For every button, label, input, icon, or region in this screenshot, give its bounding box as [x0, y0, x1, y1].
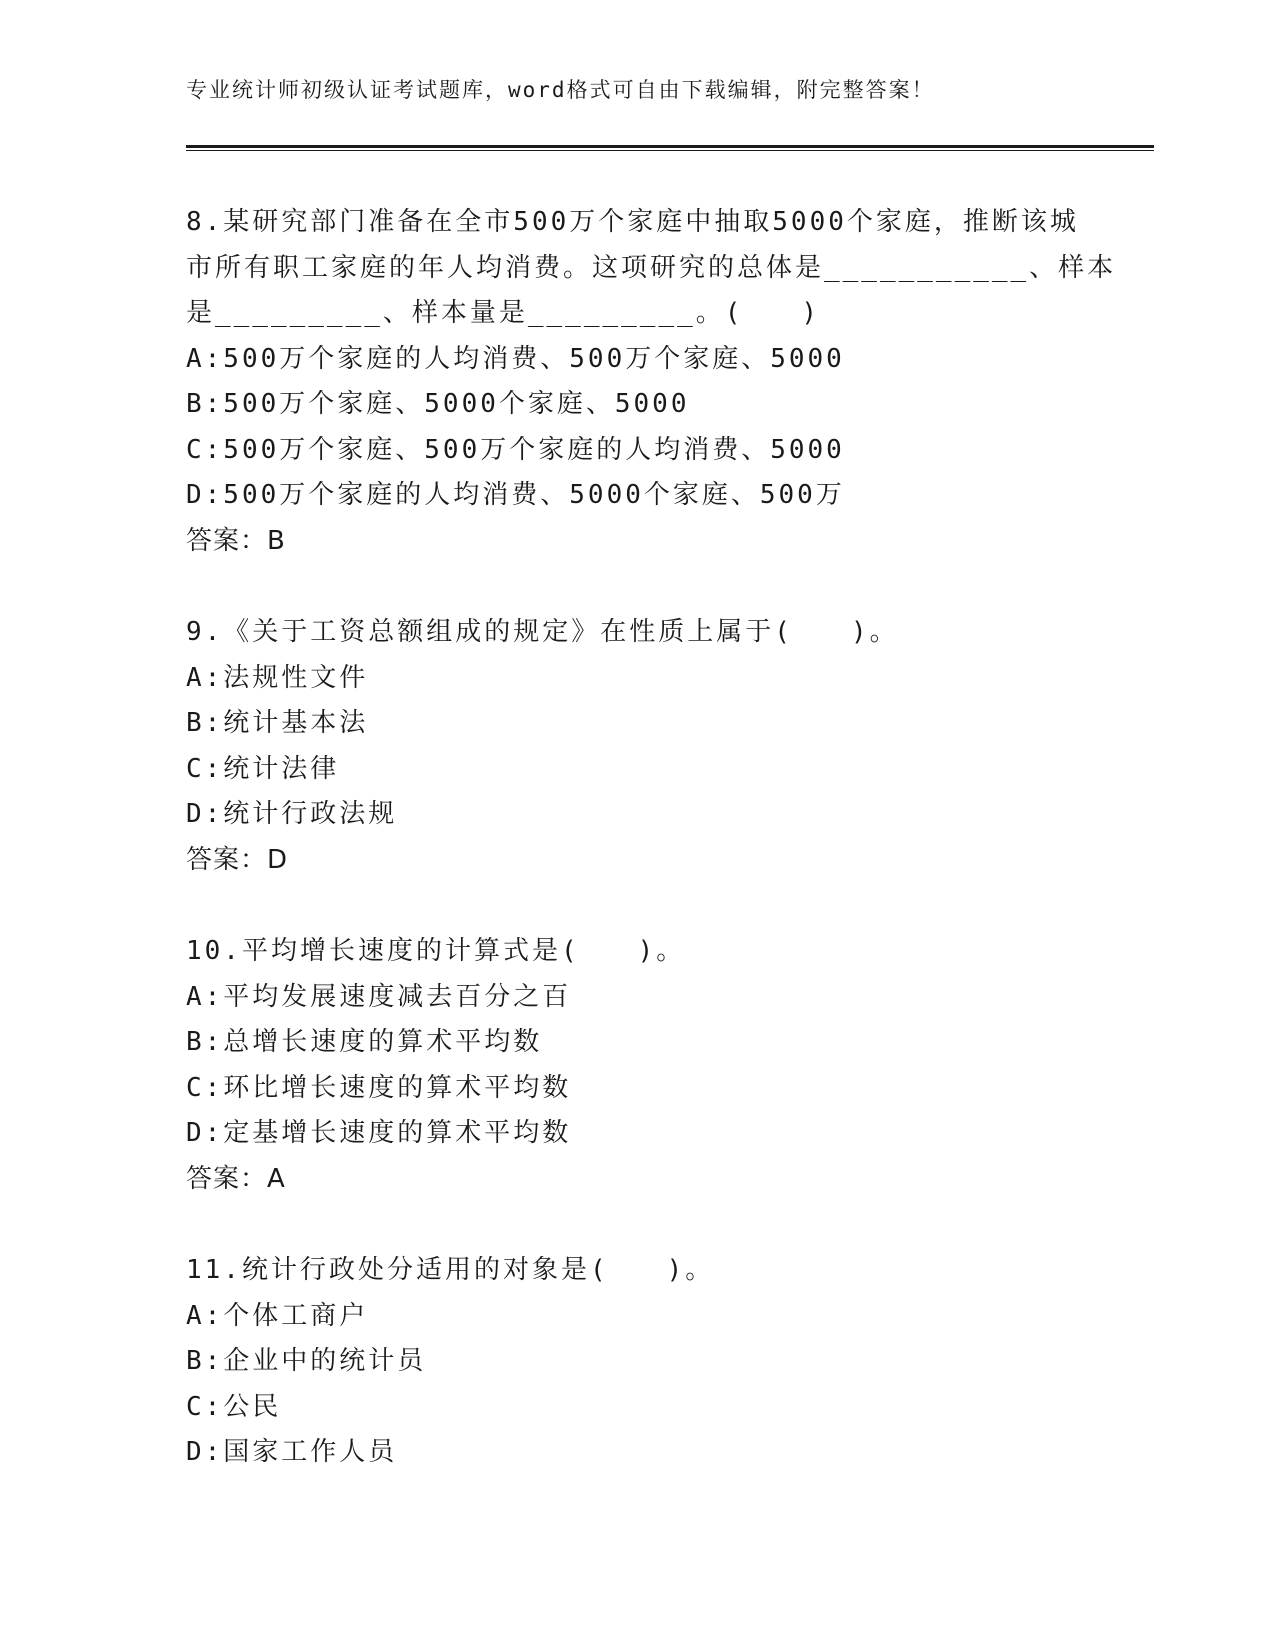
option-d: D:统计行政法规 — [186, 799, 398, 829]
option-a: A:个体工商户 — [186, 1300, 369, 1331]
question-stem-line: 9.《关于工资总额组成的规定》在性质上属于( )。 — [186, 617, 899, 647]
option-c: C:统计法律 — [186, 753, 340, 784]
option-b: B:企业中的统计员 — [186, 1346, 427, 1376]
option-b: B:总增长速度的算术平均数 — [186, 1027, 543, 1057]
option-b: B:500万个家庭、5000个家庭、5000 — [186, 389, 690, 419]
question-9 — [186, 610, 1086, 883]
option-d: D:定基增长速度的算术平均数 — [186, 1118, 572, 1148]
answer-line: 答案：D — [186, 844, 289, 875]
question-stem-line: 11.统计行政处分适用的对象是( )。 — [186, 1255, 715, 1285]
question-stem-line: 是_________、样本量是_________。( ) — [186, 298, 821, 328]
question-stem-line: 8.某研究部门准备在全市500万个家庭中抽取5000个家庭，推断该城 — [186, 207, 1079, 237]
question-stem-line: 10.平均增长速度的计算式是( )。 — [186, 936, 686, 966]
header-rule-thin — [186, 150, 1154, 151]
option-a: A:500万个家庭的人均消费、500万个家庭、5000 — [186, 343, 845, 374]
question-8 — [186, 200, 1117, 564]
option-a: A:平均发展速度减去百分之百 — [186, 981, 572, 1012]
header-rule-thick — [186, 145, 1154, 148]
option-a: A:法规性文件 — [186, 662, 369, 693]
option-d: D:国家工作人员 — [186, 1437, 398, 1467]
option-d: D:500万个家庭的人均消费、5000个家庭、500万 — [186, 480, 845, 510]
option-c: C:环比增长速度的算术平均数 — [186, 1072, 572, 1103]
page-header-title: 专业统计师初级认证考试题库，word格式可自由下载编辑，附完整答案！ — [186, 78, 935, 102]
option-c: C:500万个家庭、500万个家庭的人均消费、5000 — [186, 434, 845, 465]
option-b: B:统计基本法 — [186, 708, 369, 738]
answer-line: 答案：B — [186, 525, 286, 556]
question-11 — [186, 1248, 1086, 1476]
answer-line: 答案：A — [186, 1163, 286, 1194]
question-list — [186, 200, 1117, 1476]
question-10 — [186, 929, 1086, 1202]
question-stem-line: 市所有职工家庭的年人均消费。这项研究的总体是___________、样本 — [186, 252, 1117, 283]
option-c: C:公民 — [186, 1391, 282, 1422]
